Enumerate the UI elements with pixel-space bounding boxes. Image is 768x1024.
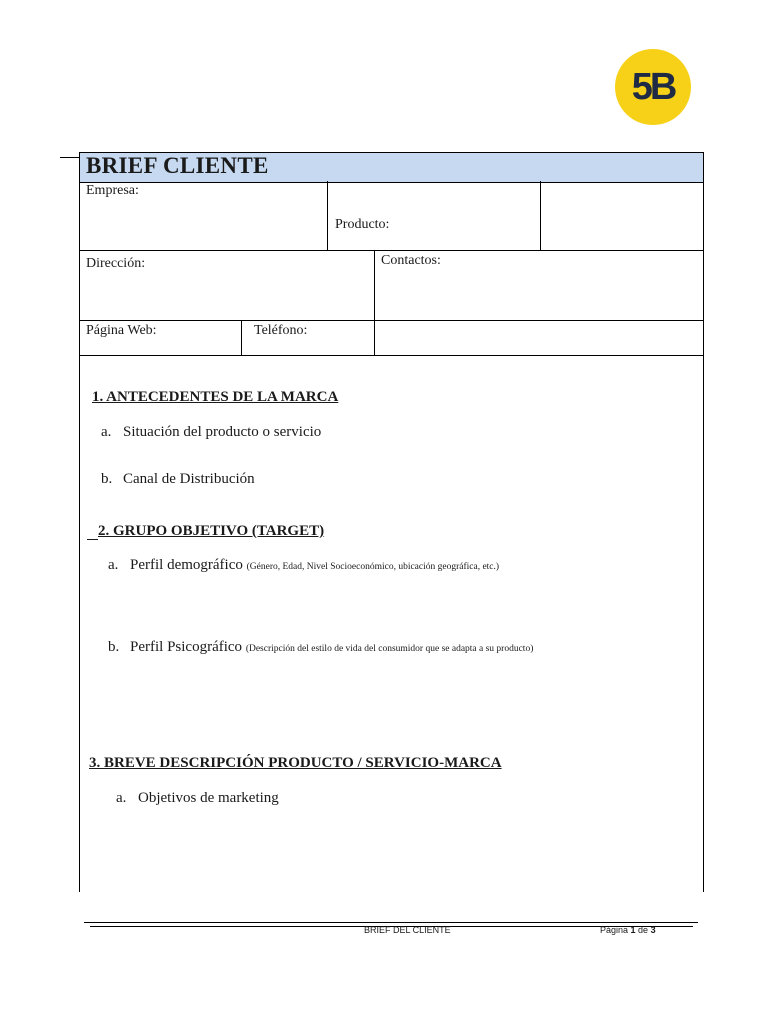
section-2-b-text xyxy=(130,639,533,656)
section-1-b-text: Canal de Distribución xyxy=(123,471,255,487)
row1-bottom xyxy=(79,250,704,251)
contactos-label: Contactos: xyxy=(381,253,441,268)
empresa-label: Empresa: xyxy=(86,183,139,198)
header-rule-stub xyxy=(60,157,80,158)
footer-doc-title: BRIEF DEL CLIENTE xyxy=(364,925,451,935)
footer-page-of: de xyxy=(635,925,651,935)
form-title: BRIEF CLIENTE xyxy=(86,153,269,178)
row3-divider xyxy=(241,321,242,356)
footer-page-number xyxy=(600,925,656,935)
logo-text: 5B xyxy=(631,65,675,108)
section-2-b-marker: b. xyxy=(108,639,120,655)
section-2-a-marker: a. xyxy=(108,557,119,573)
row1-divider-b xyxy=(540,181,541,251)
telefono-label: Teléfono: xyxy=(254,323,308,338)
section-2-b-note: (Descripción del estilo de vida del consumidor que se adapta a su producto) xyxy=(245,644,534,654)
section-1-a-marker: a. xyxy=(101,424,112,440)
section-3-a-text: Objetivos de marketing xyxy=(138,790,279,806)
section-2-heading-underline-lead xyxy=(87,539,98,540)
border-right xyxy=(703,152,704,892)
producto-label: Producto: xyxy=(335,217,390,232)
section-3-heading: 3. BREVE DESCRIPCIÓN PRODUCTO / SERVICIO-MARCA xyxy=(89,755,502,771)
section-1-heading: 1. ANTECEDENTES DE LA MARCA xyxy=(92,389,339,405)
form-title-bar xyxy=(80,152,703,183)
section-3-a-marker: a. xyxy=(116,790,127,806)
section-2-a-note: (Género, Edad, Nivel Socioeconómico, ubicación geográfica, etc.) xyxy=(246,562,500,572)
row3-bottom xyxy=(79,355,704,356)
border-left xyxy=(79,152,80,892)
footer-page-current: 1 xyxy=(630,925,636,935)
footer-page-prefix: Página xyxy=(600,925,631,935)
row2-divider xyxy=(374,251,375,356)
section-2-b-label: Perfil Psicográfico xyxy=(130,639,243,655)
section-2-a-text xyxy=(130,557,499,574)
section-1-a-text: Situación del producto o servicio xyxy=(123,424,322,440)
section-1-b-marker: b. xyxy=(101,471,113,487)
footer-page-total: 3 xyxy=(650,925,656,935)
pagina-web-label: Página Web: xyxy=(86,323,157,338)
direccion-label: Dirección: xyxy=(86,256,146,271)
row1-divider-a xyxy=(327,181,328,251)
section-2-heading: 2. GRUPO OBJETIVO (TARGET) xyxy=(98,523,325,539)
footer-rule-top xyxy=(84,922,698,923)
section-2-a-label: Perfil demográfico xyxy=(130,557,243,573)
row2-bottom xyxy=(79,320,704,321)
company-logo xyxy=(615,49,691,125)
